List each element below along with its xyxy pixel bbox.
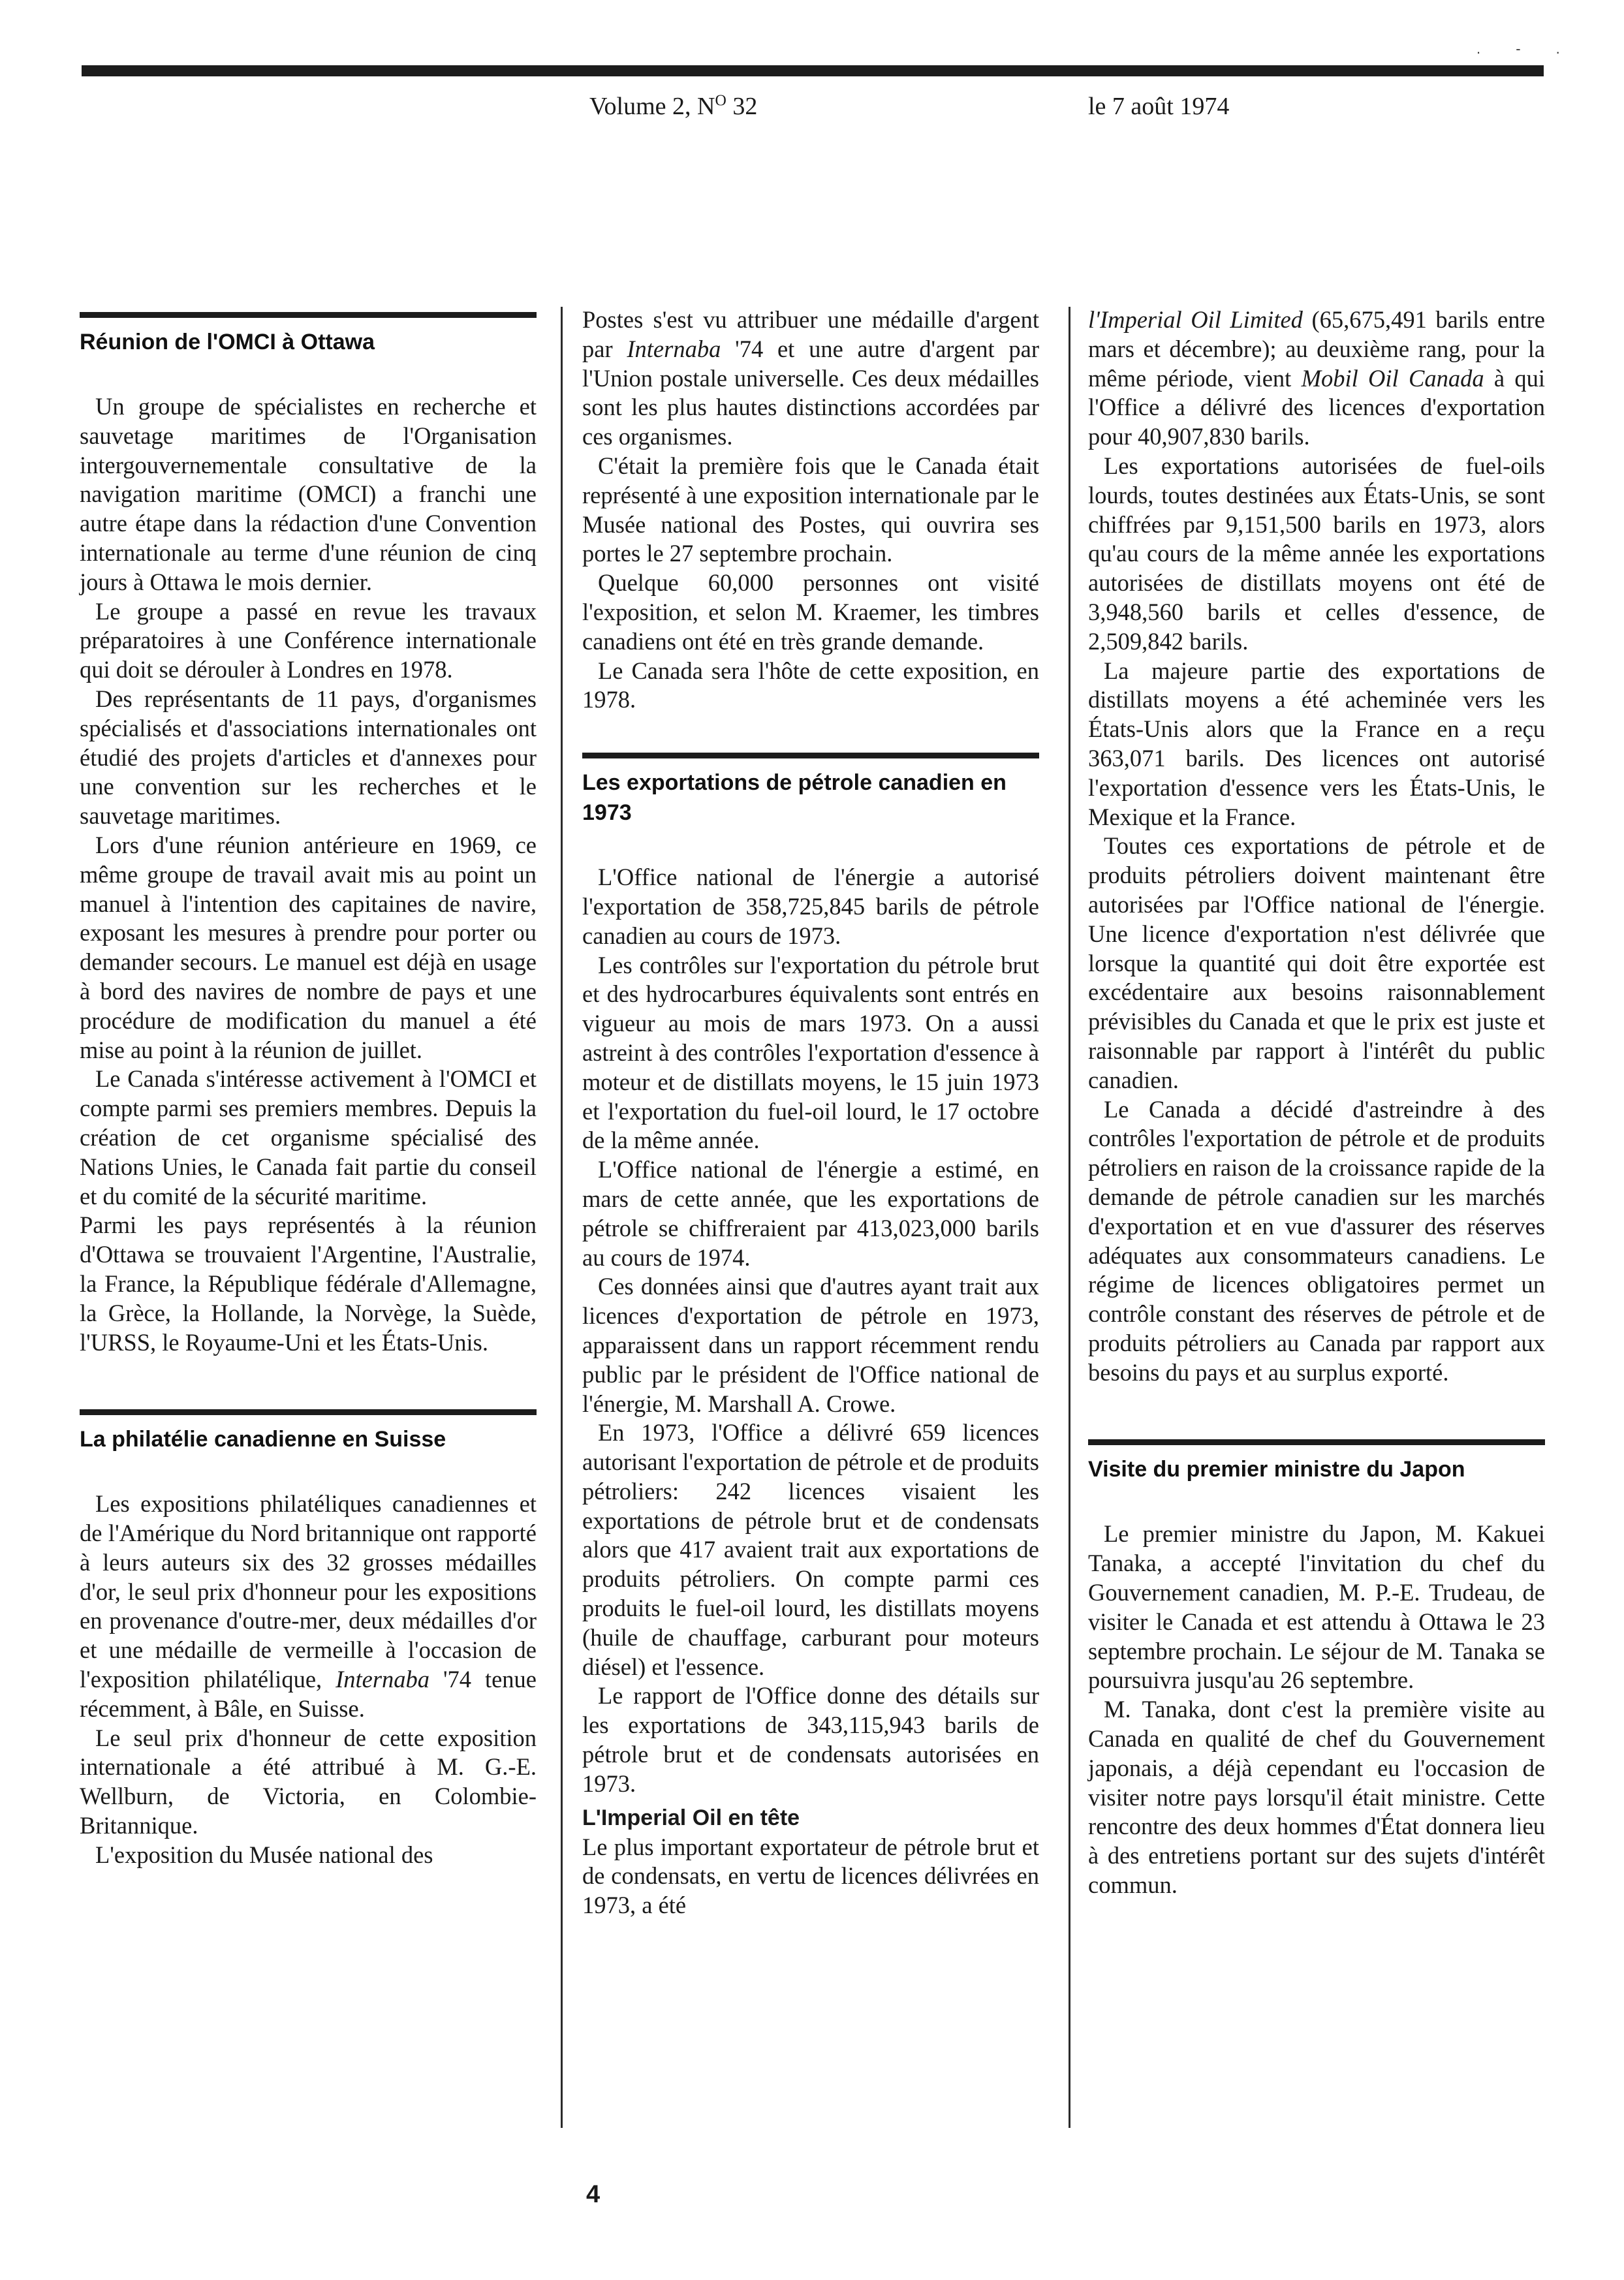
column-divider	[1069, 307, 1070, 2128]
paragraph: Les expositions philatéliques canadiennes et de l'Amérique du Nord britannique ont rapporté à leurs auteurs six des 32 grosses médailles d'or, le seul prix d'honneur pour les expositions en provenance d'outre-mer, deux médailles d'or et une médaille de vermeille à l'occasion de l'exposition philatélique, Internaba '74 tenue récemment, à Bâle, en Suisse.	[80, 1490, 537, 1722]
spacer	[80, 1357, 537, 1404]
scan-marks: . - .	[1476, 40, 1576, 57]
page-number: 4	[586, 2181, 601, 2208]
section-title-omci: Réunion de l'OMCI à Ottawa	[80, 330, 375, 354]
paragraph: Quelque 60,000 personnes ont visité l'exposition, et selon M. Kraemer, les timbres canadiens ont été en très grande demande.	[582, 569, 1039, 655]
column-divider	[561, 307, 563, 2128]
paragraph: Le rapport de l'Office donne des détails sur les exportations de 343,115,943 barils de pétrole brut et de condensats autorisées en 1973.	[582, 1682, 1039, 1797]
column-3	[1088, 305, 1545, 1900]
paragraph: Le seul prix d'honneur de cette exposition internationale a été attribué à M. G.-E. Wellburn, de Victoria, en Colombie-Britannique.	[80, 1724, 537, 1839]
section-rule	[1088, 1439, 1545, 1445]
paragraph: L'Office national de l'énergie a autorisé l'exportation de 358,725,845 barils de pétrole canadien au cours de 1973.	[582, 864, 1039, 949]
section-rule	[582, 753, 1039, 758]
paragraph: Les contrôles sur l'exportation du pétrole brut et des hydrocarbures équivalents sont entrés en vigueur au mois de mars 1973. On a aussi astreint à des contrôles l'exportation d'essence à moteur et de distillats moyens, le 15 juin 1973 et l'exportation du fuel-oil lourd, le 17 octobre de la même année.	[582, 951, 1039, 1154]
spacer	[1088, 1387, 1545, 1434]
section-title-philately: La philatélie canadienne en Suisse	[80, 1427, 446, 1452]
paragraph: Le plus important exportateur de pétrole brut et de condensats, en vertu de licences délivrées en 1973, a été	[582, 1833, 1039, 1919]
paragraph: Le Canada sera l'hôte de cette exposition, en 1978.	[582, 657, 1039, 713]
paragraph: Lors d'une réunion antérieure en 1969, ce même groupe de travail avait mis au point un manuel à l'intention des capitaines de navire, exposant les mesures à prendre pour porter ou demander secours. Le manuel est déjà en usage à bord des navires de nombre de pays et une procédure de modification du manuel a été mise au point à la réunion de juillet.	[80, 831, 537, 1063]
section-rule	[80, 312, 537, 318]
paragraph: L'exposition du Musée national des	[95, 1841, 433, 1868]
paragraph: Les exportations autorisées de fuel-oils lourds, toutes destinées aux États-Unis, se sont chiffrées par 9,151,500 barils en 1973, alors qu'au cours de la même année les exportations autorisées de distillats moyens ont été de 3,948,560 barils et celles d'essence, de 2,509,842 barils.	[1088, 452, 1545, 655]
section-title-oil-exports: Les exportations de pétrole canadien en 1973	[582, 770, 1007, 826]
paragraph: Le Canada a décidé d'astreindre à des contrôles l'exportation de pétrole et de produits pétroliers en raison de la croissance rapide de la demande de pétrole canadien sur les marchés d'exportation et en vue d'assurer des réserves adéquates aux consommateurs canadiens. Le régime de licences obligatoires permet un contrôle constant des réserves de pétrole et de produits pétroliers au Canada par rapport aux besoins du pays et au surplus exporté.	[1088, 1095, 1545, 1386]
paragraph: En 1973, l'Office a délivré 659 licences autorisant l'exportation de pétrole et de produits pétroliers: 242 licences visaient les exportations de pétrole brut et de condensats alors que 417 avaient trait aux exportations de produits pétroliers. On compte parmi ces produits le fuel-oil lourd, les distillats moyens (huile de chauffage, carburant pour moteurs diésel) et l'essence.	[582, 1419, 1039, 1680]
paragraph: l'Imperial Oil Limited (65,675,491 barils entre mars et décembre); au deuxième rang, pour la même période, vient Mobil Oil Canada à qui l'Office a délivré des licences d'exportation pour 40,907,830 barils.	[1088, 306, 1545, 450]
volume-number: Volume 2, $N^O$ 32	[589, 92, 758, 120]
subsection-title-imperial-oil: L'Imperial Oil en tête	[582, 1805, 800, 1830]
paragraph: Des représentants de 11 pays, d'organismes spécialisés et d'associations internationales ont étudié des projets d'articles et d'annexes pour une convention sur les recherches et le sauvetage maritimes.	[80, 685, 537, 830]
paragraph: Le Canada s'intéresse activement à l'OMCI et compte parmi ses premiers membres. Depuis la création de cet organisme spécialisé des Nations Unies, le Canada fait partie du conseil et du comité de la sécurité maritime.	[80, 1065, 537, 1210]
top-rule	[82, 65, 1544, 76]
issue-date: le 7 août 1974	[1088, 93, 1230, 120]
paragraph: Un groupe de spécialistes en recherche et sauvetage maritimes de l'Organisation intergouvernementale consultative de la navigation maritime (OMCI) a franchi une autre étape dans la rédaction d'une Convention internationale au terme d'une réunion de cinq jours à Ottawa le mois dernier.	[80, 393, 537, 595]
paragraph: Parmi les pays représentés à la réunion d'Ottawa se trouvaient l'Argentine, l'Australie, la France, la République fédérale d'Allemagne, la Grèce, la Hollande, la Norvège, la Suède, l'URSS, le Royaume-Uni et les États-Unis.	[80, 1211, 537, 1356]
paragraph: Ces données ainsi que d'autres ayant trait aux licences d'exportation de pétrole en 1973, apparaissent dans un rapport récemment rendu public par le président de l'Office national de l'énergie, M. Marshall A. Crowe.	[582, 1273, 1039, 1417]
paragraph: Le premier ministre du Japon, M. Kakuei Tanaka, a accepté l'invitation du chef du Gouvernement canadien, M. P.-E. Trudeau, de visiter le Canada et est attendu à Ottawa le 23 septembre prochain. Le séjour de M. Tanaka se poursuivra jusqu'au 26 septembre.	[1088, 1520, 1545, 1694]
paragraph: L'Office national de l'énergie a estimé, en mars de cette année, que les exportations de pétrole se chiffreraient par 413,023,000 barils au cours de 1974.	[582, 1156, 1039, 1271]
paragraph: M. Tanaka, dont c'est la première visite au Canada en qualité de chef du Gouvernement japonais, a déjà cependant eu l'occasion de visiter notre pays lorsqu'il était ministre. Cette rencontre des deux hommes d'État donnera lieu à des entretiens portant sur des sujets d'intérêt commun.	[1088, 1696, 1545, 1899]
column-2	[582, 305, 1039, 1920]
section-title-japan-visit: Visite du premier ministre du Japon	[1088, 1457, 1465, 1482]
paragraph: Le groupe a passé en revue les travaux préparatoires à une Conférence internationale qui doit se dérouler à Londres en 1978.	[80, 597, 537, 683]
paragraph: Postes s'est vu attribuer une médaille d'argent par Internaba '74 et une autre d'argent par l'Union postale universelle. Ces deux médailles sont les plus hautes distinctions accordées par ces organismes.	[582, 306, 1039, 450]
paragraph: La majeure partie des exportations de distillats moyens a été acheminée vers les États-Unis alors que la France en a reçu 363,071 barils. Des licences ont autorisé l'exportation d'essence vers les États-Unis, le Mexique et la France.	[1088, 657, 1545, 830]
paragraph: Toutes ces exportations de pétrole et de produits pétroliers doivent maintenant être autorisées par l'Office national de l'énergie. Une licence d'exportation n'est délivrée que lorsque la quantité qui doit être exportée est excédentaire aux besoins raisonnablement prévisibles du Canada et que le prix est juste et raisonnable par rapport à l'intérêt du public canadien.	[1088, 832, 1545, 1093]
column-1	[80, 307, 537, 1870]
section-rule	[80, 1409, 537, 1415]
spacer	[582, 715, 1039, 747]
paragraph: C'était la première fois que le Canada était représenté à une exposition internationale par le Musée national des Postes, qui ouvrira ses portes le 27 septembre prochain.	[582, 452, 1039, 567]
